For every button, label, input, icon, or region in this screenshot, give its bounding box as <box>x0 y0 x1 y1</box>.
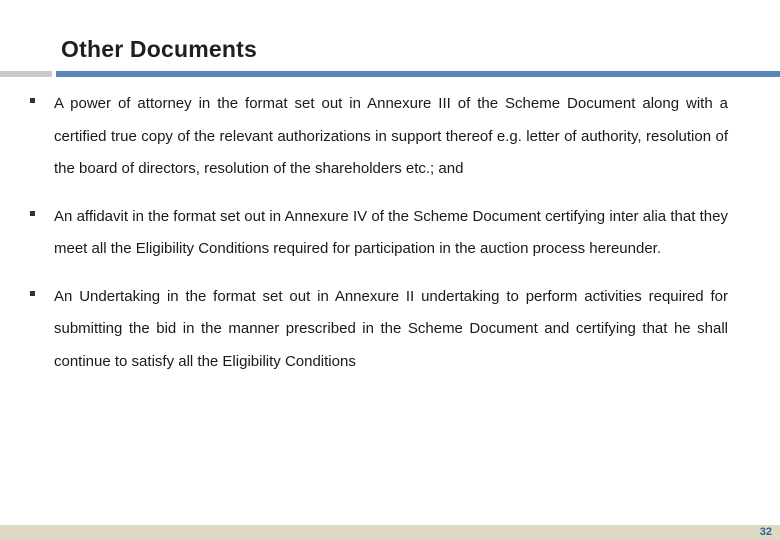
bullet-list <box>30 88 728 393</box>
slide-title: Other Documents <box>61 36 257 62</box>
square-bullet-icon <box>30 98 35 103</box>
page-number: 32 <box>759 526 772 538</box>
title-underline-blue <box>56 71 780 77</box>
list-item <box>30 281 728 379</box>
bullet-text: A power of attorney in the format set out in Annexure III of the Scheme Document along with a certified true copy of the relevant authorizations in support thereof e.g. letter of authority, resolution of the board of directors, resolution of the shareholders etc.; and <box>54 95 728 177</box>
title-underline-grey <box>0 71 52 77</box>
list-item <box>30 201 728 266</box>
bullet-text: An Undertaking in the format set out in Annexure II undertaking to perform activities required for submitting the bid in the manner prescribed in the Scheme Document and certifying that he shall continue to satisfy all the Eligibility Conditions <box>54 287 728 370</box>
footer-band <box>0 525 780 540</box>
square-bullet-icon <box>30 291 35 296</box>
list-item <box>30 88 728 186</box>
square-bullet-icon <box>30 211 35 216</box>
bullet-text: An affidavit in the format set out in Annexure IV of the Scheme Document certifying inter alia that they meet all the Eligibility Conditions required for participation in the auction process hereunder. <box>54 207 728 257</box>
